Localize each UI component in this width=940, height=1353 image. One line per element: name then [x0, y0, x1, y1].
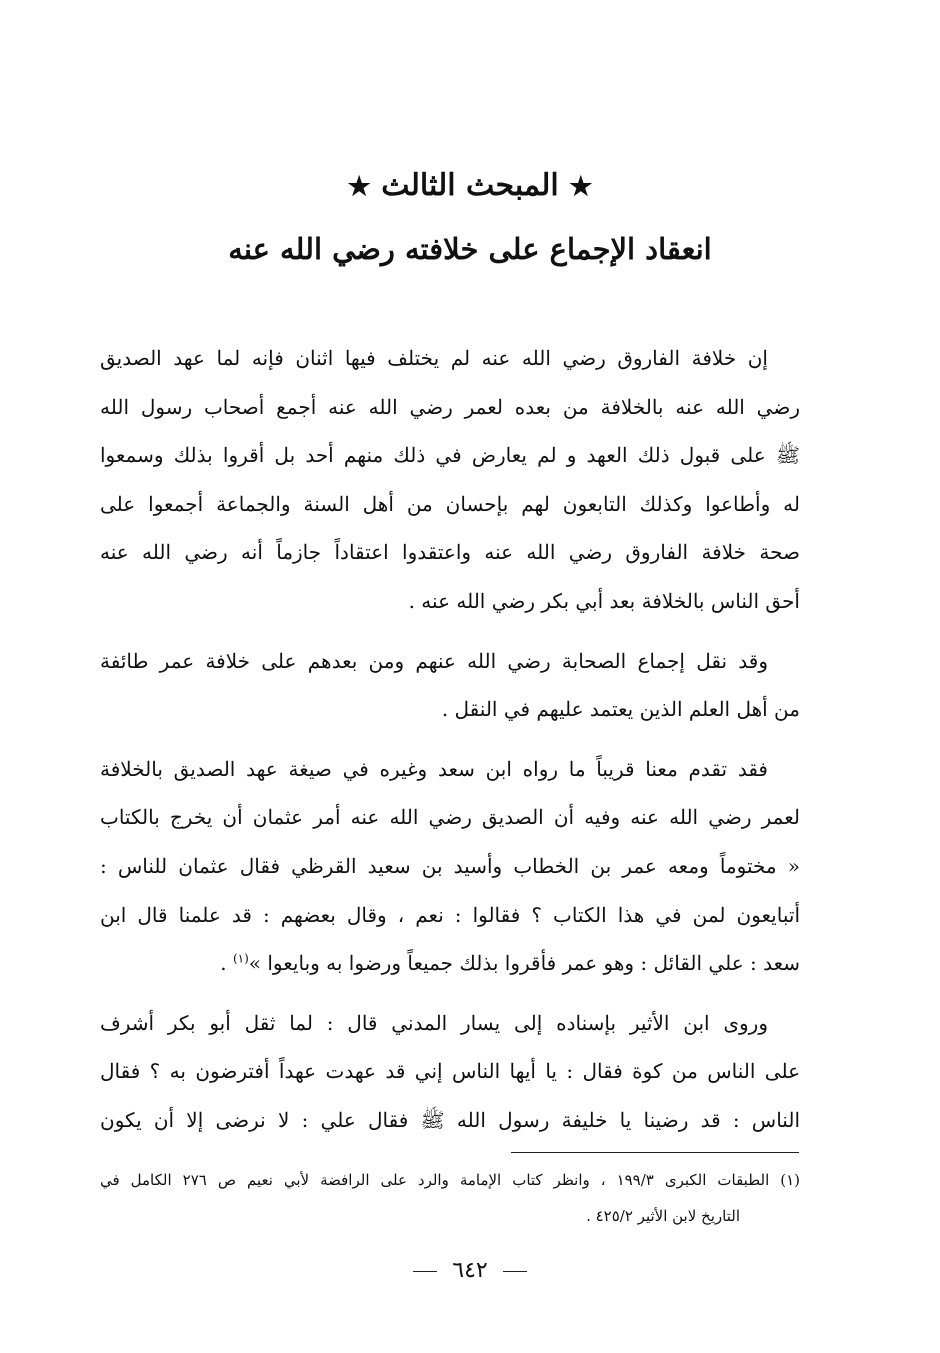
star-icon: ★: [347, 172, 371, 202]
section-subtitle: انعقاد الإجماع على خلافته رضي الله عنه: [228, 232, 712, 266]
text-line: الناس : قد رضينا يا خليفة رسول الله ﷺ فقال علي : لا نرضى إلا أن يكون: [100, 1107, 800, 1132]
footnotes: [100, 1162, 800, 1234]
footnote-divider: [511, 1152, 799, 1153]
text-line: إن خلافة الفاروق رضي الله عنه لم يختلف فيها اثنان فإنه لما عهد الصديق: [100, 346, 768, 370]
footnote-line: (١) الطبقات الكبرى ١٩٩/٣ ، وانظر كتاب الإمامة والرد على الرافضة لأبي نعيم ص ٢٧٦ الكامل في: [100, 1171, 801, 1189]
text-line-content: سعد : علي القائل : وهو عمر فأقروا بذلك جميعاً ورضوا به وبايعوا »: [248, 951, 800, 976]
text-line: ﷺ على قبول ذلك العهد و لم يعارض في ذلك منهم أحد بل أقروا بذلك وسمعوا: [100, 443, 800, 468]
star-icon: ★: [569, 172, 593, 202]
footnote-reference[interactable]: (١): [232, 951, 249, 966]
text-line: فقد تقدم معنا قريباً ما رواه ابن سعد وغيره في صيغة عهد الصديق بالخلافة: [100, 756, 768, 781]
text-line: أحق الناس بالخلافة بعد أبي بكر رضي الله عنه .: [408, 588, 800, 613]
paragraph-3: [100, 745, 800, 988]
paragraph-2: [100, 637, 800, 734]
text-line: أتبايعون لمن في هذا الكتاب ؟ فقالوا : نعم ، وقال بعضهم : قد علمنا قال ابن: [100, 902, 800, 927]
text-line: وقد نقل إجماع الصحابة رضي الله عنهم ومن بعدهم على خلافة عمر طائفة: [100, 648, 768, 673]
text-line: صحة خلافة الفاروق رضي الله عنه واعتقدوا اعتقاداً جازماً أنه رضي الله عنه: [100, 540, 800, 565]
body-text: [100, 334, 800, 1156]
text-line: لعمر رضي الله عنه وفيه أن الصديق رضي الله عنه أمر عثمان أن يخرج بالكتاب: [100, 805, 800, 830]
text-line: [100, 939, 800, 988]
dash-decoration: [503, 1271, 527, 1272]
text-line: رضي الله عنه بالخلافة من بعده لعمر رضي الله عنه أجمع أصحاب رسول الله: [100, 394, 800, 419]
text-line: « مختوماً ومعه عمر بن الخطاب وأسيد بن سعيد القرظي فقال عثمان للناس :: [100, 853, 800, 878]
page-number: [0, 1258, 940, 1283]
text-line: على الناس من كوة فقال : يا أيها الناس إني قد عهدت عهداً أفترضون به ؟ فقال: [100, 1059, 800, 1084]
text-line: من أهل العلم الذين يعتمد عليهم في النقل .: [441, 697, 800, 722]
text-line: وروى ابن الأثير بإسناده إلى يسار المدني قال : لما ثقل أبو بكر أشرف: [100, 1010, 768, 1035]
section-title-text: المبحث الثالث: [381, 168, 559, 203]
paragraph-1: [100, 334, 800, 626]
page-number-text: ٦٤٢: [452, 1258, 488, 1283]
section-title: [0, 168, 940, 203]
text-line: له وأطاعوا وكذلك التابعون لهم بإحسان من أهل السنة والجماعة أجمعوا على: [100, 491, 800, 516]
paragraph-4: [100, 999, 800, 1145]
footnote-line: التاريخ لابن الأثير ٤٢٥/٢ .: [586, 1207, 740, 1225]
dash-decoration: [413, 1271, 437, 1272]
text-line-tail: .: [220, 951, 233, 976]
